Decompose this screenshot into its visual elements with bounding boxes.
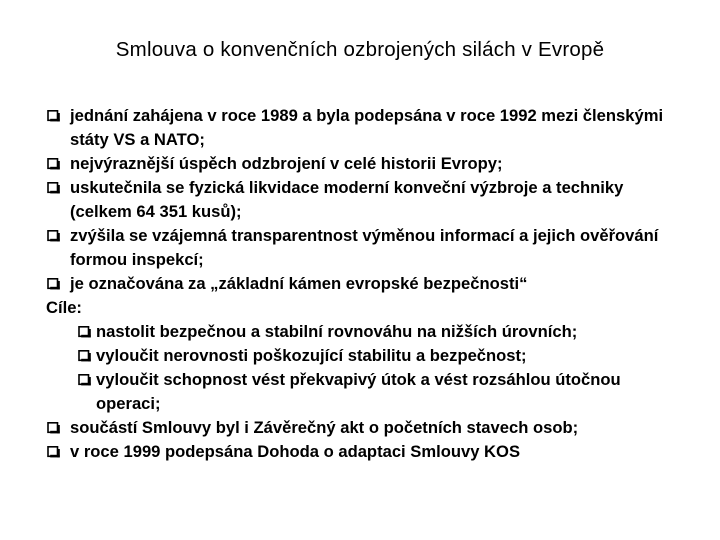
goal-item <box>78 344 686 368</box>
bullet-item <box>46 152 686 176</box>
hollow-square-bullet-icon <box>47 182 60 194</box>
bullet-item <box>46 440 686 464</box>
bullet-text: uskutečnila se fyzická likvidace moderní konveční výzbroje a techniky (celkem 64 351 kusů); <box>70 178 624 221</box>
goal-text: vyloučit nerovnosti poškozující stabilitu a bezpečnost; <box>96 346 527 365</box>
bullet-text: v roce 1999 podepsána Dohoda o adaptaci Smlouvy KOS <box>70 442 521 461</box>
slide-title: Smlouva o konvenčních ozbrojených silách v Evropě <box>115 38 605 61</box>
hollow-square-bullet-icon <box>78 326 91 338</box>
bullet-item <box>46 272 686 296</box>
bullet-text: zvýšila se vzájemná transparentnost výměnou informací a jejich ověřování formou inspekcí; <box>70 226 659 269</box>
bullet-item <box>46 416 686 440</box>
bullet-text: součástí Smlouvy byl i Závěrečný akt o početních stavech osob; <box>70 418 579 437</box>
hollow-square-bullet-icon <box>47 230 60 242</box>
goals-label: Cíle: <box>46 298 82 317</box>
slide-content <box>46 104 686 464</box>
bullet-text: je označována za „základní kámen evropské bezpečnosti“ <box>70 274 528 293</box>
hollow-square-bullet-icon <box>47 446 60 458</box>
goal-text: vyloučit schopnost vést překvapivý útok a vést rozsáhlou útočnou operaci; <box>96 370 621 413</box>
hollow-square-bullet-icon <box>78 350 91 362</box>
goal-item <box>78 320 686 344</box>
hollow-square-bullet-icon <box>78 374 91 386</box>
goal-item <box>78 368 686 416</box>
bullet-text: nejvýraznější úspěch odzbrojení v celé historii Evropy; <box>70 154 503 173</box>
bullet-item <box>46 104 686 152</box>
bullet-text: jednání zahájena v roce 1989 a byla podepsána v roce 1992 mezi členskými státy VS a NATO; <box>70 106 664 149</box>
bullet-item <box>46 176 686 224</box>
goal-text: nastolit bezpečnou a stabilní rovnováhu na nižších úrovních; <box>96 322 578 341</box>
hollow-square-bullet-icon <box>47 158 60 170</box>
hollow-square-bullet-icon <box>47 422 60 434</box>
hollow-square-bullet-icon <box>47 110 60 122</box>
hollow-square-bullet-icon <box>47 278 60 290</box>
bullet-item <box>46 224 686 272</box>
